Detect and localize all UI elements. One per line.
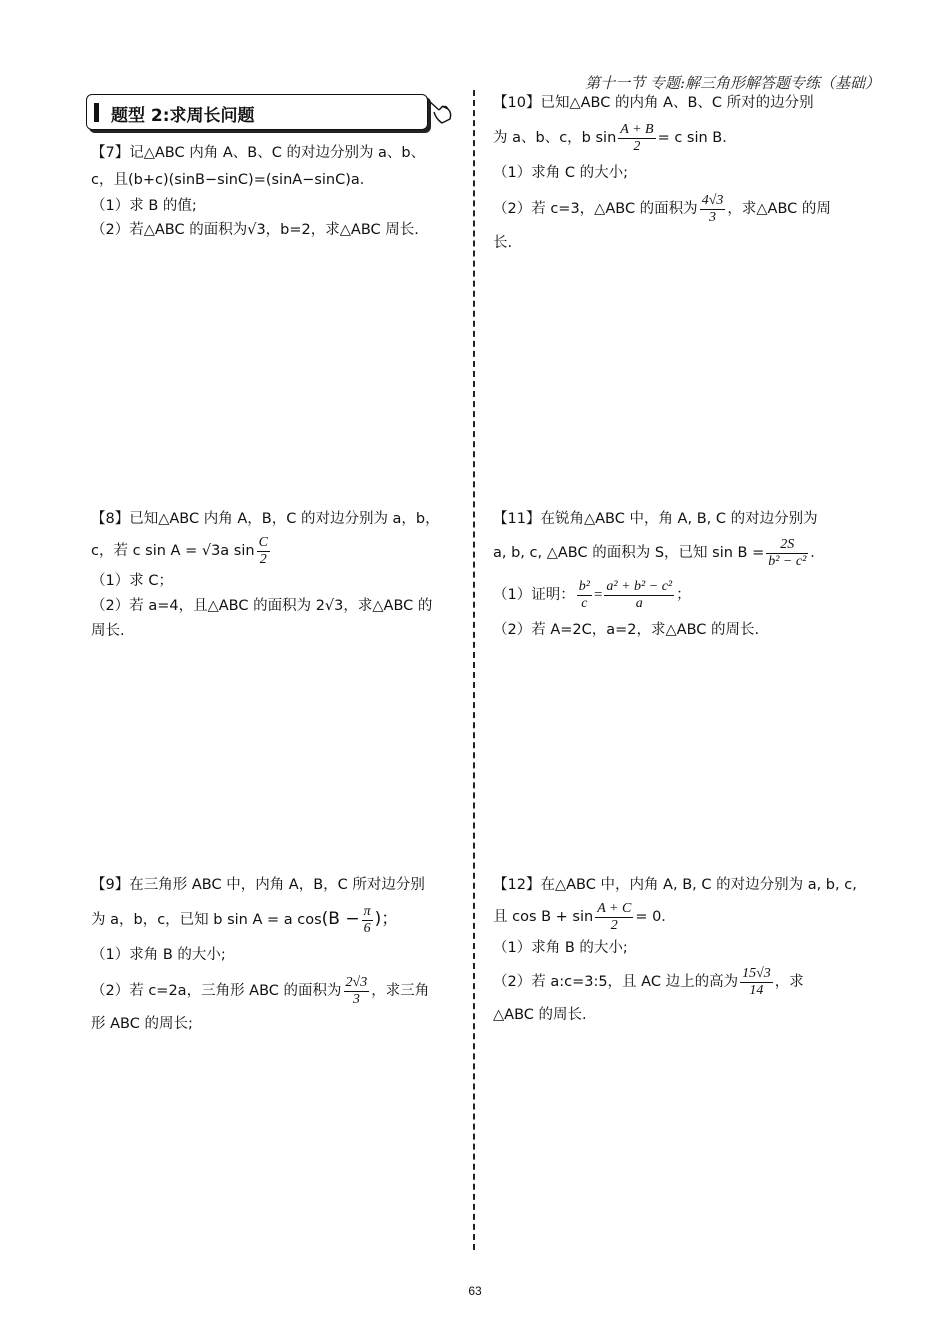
- page-number: 63: [468, 1284, 482, 1298]
- fraction: [257, 535, 270, 568]
- problem-text: = c sin B．: [657, 130, 737, 146]
- question-2-cont: △ABC 的周长.: [493, 1007, 587, 1023]
- question-2-cont: 形 ABC 的周长;: [91, 1016, 193, 1032]
- fraction-denominator: a: [635, 595, 643, 611]
- fraction-denominator: 3: [352, 991, 360, 1007]
- problem-label: 【8】: [91, 511, 130, 527]
- question-2: （2）若△ABC 的面积为√3，b=2，求△ABC 周长.: [91, 222, 419, 238]
- question-2: ，求△ABC 的周: [727, 201, 831, 217]
- problem-text: c，若 c sin A = √3a sin: [91, 543, 255, 559]
- fraction: [740, 966, 773, 999]
- question-1: （1）求 B 的值;: [91, 198, 197, 214]
- problem-text: 已知△ABC 的内角 A、B、C 所对的边分别: [540, 95, 814, 111]
- question-2: ，求: [774, 974, 804, 990]
- problem-label: 【9】: [91, 877, 130, 893]
- problem-8: [91, 506, 440, 643]
- fraction-numerator: 2√3: [345, 974, 368, 990]
- fraction-denominator: 6: [363, 920, 371, 936]
- problem-text: 在锐角△ABC 中，角 A, B, C 的对边分别为: [540, 511, 818, 527]
- problem-text: c，且(b+c)(sinB−sinC)=(sinA−sinC)a．: [91, 172, 375, 188]
- question-2: （2）若 a:c=3:5，且 AC 边上的高为: [493, 974, 739, 990]
- fraction-numerator: a² + b² − c²: [606, 578, 673, 594]
- fraction: [766, 537, 808, 570]
- problem-9: [91, 872, 429, 1036]
- problem-label: 【12】: [493, 877, 541, 893]
- fraction-numerator: C: [258, 534, 268, 550]
- question-1: （1）求角 C 的大小;: [493, 165, 628, 181]
- fraction: [362, 904, 373, 937]
- fraction: [344, 975, 370, 1008]
- fraction-denominator: 2: [610, 917, 618, 933]
- problem-11: [493, 506, 825, 643]
- fraction-denominator: b² − c²: [768, 553, 807, 569]
- question-2: （2）若 a=4，且△ABC 的面积为 2√3，求△ABC 的: [91, 598, 433, 614]
- problem-text: )；: [374, 909, 399, 929]
- fraction-numerator: 15√3: [742, 965, 771, 981]
- column-divider: [473, 90, 475, 1250]
- fraction-numerator: 2S: [766, 537, 808, 554]
- fraction: [700, 193, 726, 226]
- problem-text: = 0．: [635, 909, 676, 925]
- question-2: （2）若 c=2a，三角形 ABC 的面积为: [91, 983, 342, 999]
- problem-text: 且 cos B + sin: [493, 909, 594, 925]
- fraction-denominator: 2: [259, 551, 267, 567]
- question-2-cont: 长.: [493, 235, 513, 251]
- fraction: [604, 579, 674, 612]
- question-2: （2）若 c=3，△ABC 的面积为: [493, 201, 698, 217]
- fraction-numerator: A + C: [597, 900, 632, 916]
- fraction: [577, 579, 592, 612]
- section-bar: [94, 103, 99, 122]
- fraction-numerator: π: [363, 903, 371, 919]
- problem-text: 为 a、b、c，b sin: [493, 130, 617, 146]
- problem-text: ．: [810, 545, 825, 561]
- fraction-numerator: A + B: [620, 121, 654, 137]
- fraction-denominator: c: [581, 595, 588, 611]
- fraction-denominator: 3: [709, 209, 717, 225]
- problem-text: 在三角形 ABC 中，内角 A，B，C 所对边分别: [129, 877, 425, 893]
- fraction: [595, 901, 633, 934]
- problem-text: 在△ABC 中，内角 A, B, C 的对边分别为 a, b, c,: [540, 877, 857, 893]
- question-1: ；: [676, 587, 691, 603]
- problem-label: 【7】: [91, 145, 130, 161]
- page-header: 第十一节 专题:解三角形解答题专练（基础）: [585, 74, 880, 92]
- question-2: ，求三角: [371, 983, 430, 999]
- fraction-numerator: b²: [578, 578, 590, 594]
- section-heading-box: [86, 94, 428, 130]
- section-title: 题型 2:求周长问题: [111, 106, 255, 126]
- pointing-hand-icon: [426, 97, 454, 127]
- question-1: （1）求 C；: [91, 573, 173, 589]
- fraction-numerator: 4√3: [701, 192, 724, 208]
- question-2: （2）若 A=2C，a=2，求△ABC 的周长.: [493, 622, 760, 638]
- fraction-denominator: 14: [749, 982, 764, 998]
- fraction: [618, 122, 655, 155]
- problem-text: (B −: [321, 909, 360, 929]
- problem-label: 【11】: [493, 511, 541, 527]
- problem-text: 记△ABC 内角 A、B、C 的对边分别为 a、b、: [129, 145, 426, 161]
- equals-sign: =: [593, 587, 603, 603]
- problem-7: [91, 140, 425, 242]
- problem-text: a, b, c, △ABC 的面积为 S，已知 sin B =: [493, 545, 765, 561]
- problem-text: 已知△ABC 内角 A，B，C 的对边分别为 a，b，: [129, 511, 440, 527]
- fraction-denominator: 2: [633, 138, 641, 154]
- problem-10: [493, 90, 831, 255]
- question-2-cont: 周长.: [91, 623, 125, 639]
- problem-text: 为 a，b，c，已知 b sin A = a cos: [91, 912, 322, 928]
- question-1: （1）求角 B 的大小;: [91, 947, 226, 963]
- problem-12: [493, 872, 857, 1027]
- question-1: （1）证明：: [493, 587, 575, 603]
- question-1: （1）求角 B 的大小;: [493, 940, 628, 956]
- problem-label: 【10】: [493, 95, 541, 111]
